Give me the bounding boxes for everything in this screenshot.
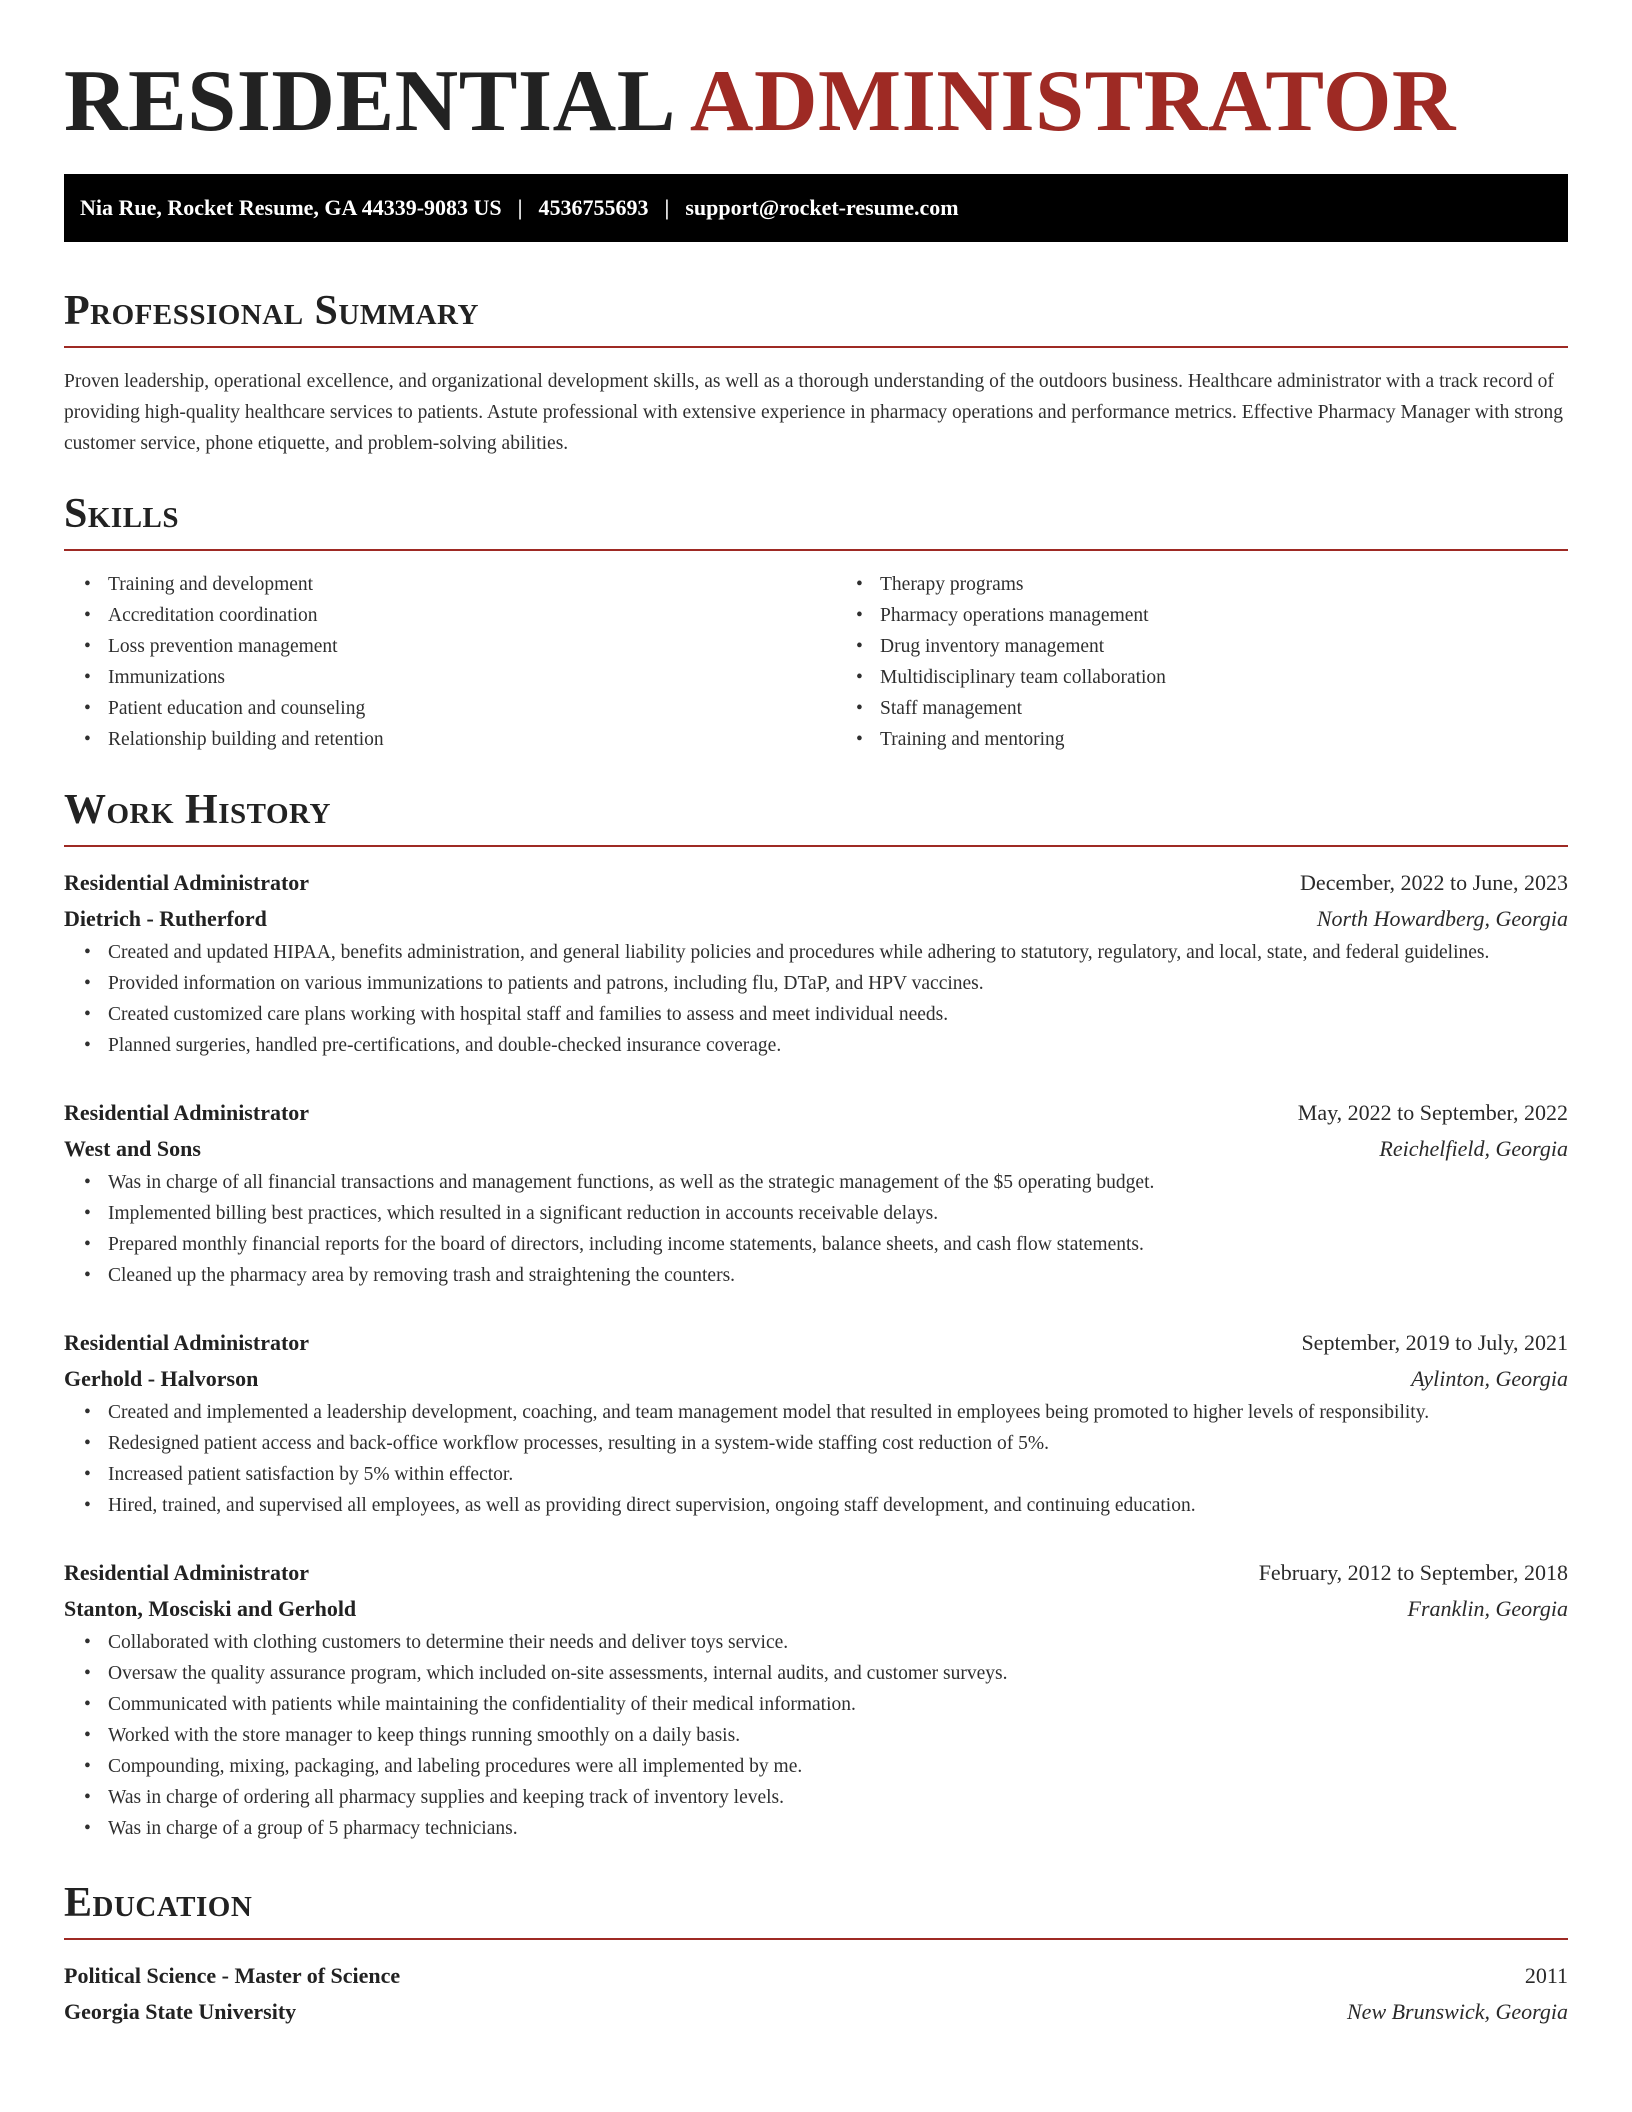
job-bullet: • Was in charge of all financial transactions and management functions, as well as the strategic management of the $5 operating budget.	[108, 1167, 1568, 1198]
skills-grid	[64, 569, 1568, 755]
job-bullet: • Compounding, mixing, packaging, and labeling procedures were all implemented by me.	[108, 1751, 1568, 1782]
job-location: Aylinton, Georgia	[1411, 1366, 1568, 1391]
job-bullet: • Worked with the store manager to keep things running smoothly on a daily basis.	[108, 1720, 1568, 1751]
education-heading: Education	[64, 1880, 253, 1926]
education-degree: Political Science - Master of Science	[64, 1963, 401, 1988]
job-entry	[64, 1095, 1568, 1291]
job-location: North Howardberg, Georgia	[1316, 906, 1568, 931]
section-divider	[64, 845, 1568, 847]
skills-list-left	[64, 569, 796, 755]
education-year: 2011	[1524, 1963, 1568, 1988]
summary-text: Proven leadership, operational excellence, and organizational development skills, as well as a thorough understanding of the outdoors business. Healthcare administrator with a track record of providing high-quality healthcare services to patients. Astute professional with extensive experience in pharmacy operations and performance metrics. Effective Pharmacy Manager with strong customer service, phone etiquette, and problem-solving abilities.	[64, 371, 1564, 454]
name-last: ADMINISTRATOR	[689, 53, 1456, 150]
job-bullet: • Implemented billing best practices, which resulted in a significant reduction in accounts receivable delays.	[108, 1198, 1568, 1229]
contact-bar	[64, 174, 1568, 242]
contact-address: Nia Rue, Rocket Resume, GA 44339-9083 US	[80, 195, 502, 220]
skill-item: • Drug inventory management	[880, 631, 1568, 662]
job-bullets	[64, 1627, 1568, 1844]
work-history-heading: Work History	[64, 787, 331, 833]
contact-email: support@rocket-resume.com	[685, 195, 959, 220]
job-company: Gerhold - Halvorson	[64, 1366, 259, 1391]
job-company: Dietrich - Rutherford	[64, 906, 267, 931]
job-company: West and Sons	[64, 1136, 201, 1161]
section-divider	[64, 1938, 1568, 1940]
contact-phone: 4536755693	[538, 195, 649, 220]
section-divider	[64, 346, 1568, 348]
work-history-section	[64, 785, 1568, 1844]
skills-list-right	[836, 569, 1568, 755]
education-section	[64, 1878, 1568, 2030]
job-location: Reichelfield, Georgia	[1379, 1136, 1568, 1161]
job-location: Franklin, Georgia	[1407, 1596, 1568, 1621]
job-dates: December, 2022 to June, 2023	[1300, 870, 1568, 895]
job-bullets	[64, 1167, 1568, 1291]
education-school: Georgia State University	[64, 1999, 297, 2024]
resume-name	[64, 52, 1568, 152]
job-bullet: • Created and updated HIPAA, benefits administration, and general liability policies and procedures while adhering to statutory, regulatory, and local, state, and federal guidelines.	[108, 937, 1568, 968]
job-bullet: • Created and implemented a leadership development, coaching, and team management model that resulted in employees being promoted to higher levels of responsibility.	[108, 1397, 1568, 1428]
job-bullet: • Communicated with patients while maintaining the confidentiality of their medical information.	[108, 1689, 1568, 1720]
name-first: RESIDENTIAL	[64, 53, 676, 150]
job-dates: February, 2012 to September, 2018	[1258, 1560, 1568, 1585]
skill-item: • Training and development	[108, 569, 796, 600]
job-bullet: • Increased patient satisfaction by 5% within effector.	[108, 1459, 1568, 1490]
skill-item: • Relationship building and retention	[108, 724, 796, 755]
job-bullet: • Planned surgeries, handled pre-certifications, and double-checked insurance coverage.	[108, 1030, 1568, 1061]
job-bullet: • Was in charge of a group of 5 pharmacy technicians.	[108, 1813, 1568, 1844]
skill-item: • Training and mentoring	[880, 724, 1568, 755]
job-title: Residential Administrator	[64, 870, 310, 895]
job-dates: September, 2019 to July, 2021	[1301, 1330, 1568, 1355]
job-dates: May, 2022 to September, 2022	[1297, 1100, 1568, 1125]
skill-item: • Accreditation coordination	[108, 600, 796, 631]
skill-item: • Loss prevention management	[108, 631, 796, 662]
education-location: New Brunswick, Georgia	[1347, 1999, 1568, 2024]
job-title: Residential Administrator	[64, 1560, 310, 1585]
skill-item: • Multidisciplinary team collaboration	[880, 662, 1568, 693]
job-bullet: • Collaborated with clothing customers to determine their needs and deliver toys service.	[108, 1627, 1568, 1658]
job-bullets	[64, 1397, 1568, 1521]
contact-separator: |	[517, 195, 523, 220]
contact-separator: |	[664, 195, 670, 220]
job-entry	[64, 1555, 1568, 1844]
skills-heading: Skills	[64, 491, 180, 537]
job-bullet: • Was in charge of ordering all pharmacy supplies and keeping track of inventory levels.	[108, 1782, 1568, 1813]
skill-item: • Staff management	[880, 693, 1568, 724]
job-bullet: • Created customized care plans working with hospital staff and families to assess and meet individual needs.	[108, 999, 1568, 1030]
skill-item: • Pharmacy operations management	[880, 600, 1568, 631]
job-company: Stanton, Mosciski and Gerhold	[64, 1596, 357, 1621]
skill-item: • Patient education and counseling	[108, 693, 796, 724]
skill-item: • Therapy programs	[880, 569, 1568, 600]
summary-section	[64, 286, 1568, 459]
job-bullet: • Provided information on various immunizations to patients and patrons, including flu, DTaP, and HPV vaccines.	[108, 968, 1568, 999]
job-entry	[64, 865, 1568, 1061]
skills-section	[64, 489, 1568, 755]
job-bullet: • Redesigned patient access and back-office workflow processes, resulting in a system-wide staffing cost reduction of 5%.	[108, 1428, 1568, 1459]
skill-item: • Immunizations	[108, 662, 796, 693]
job-title: Residential Administrator	[64, 1100, 310, 1125]
job-title: Residential Administrator	[64, 1330, 310, 1355]
job-bullets	[64, 937, 1568, 1061]
job-bullet: • Oversaw the quality assurance program, which included on-site assessments, internal audits, and customer surveys.	[108, 1658, 1568, 1689]
summary-heading: Professional Summary	[64, 288, 479, 334]
job-bullet: • Prepared monthly financial reports for the board of directors, including income statements, balance sheets, and cash flow statements.	[108, 1229, 1568, 1260]
job-bullet: • Hired, trained, and supervised all employees, as well as providing direct supervision, ongoing staff development, and continuing education.	[108, 1490, 1568, 1521]
job-entry	[64, 1325, 1568, 1521]
job-bullet: • Cleaned up the pharmacy area by removing trash and straightening the counters.	[108, 1260, 1568, 1291]
section-divider	[64, 549, 1568, 551]
